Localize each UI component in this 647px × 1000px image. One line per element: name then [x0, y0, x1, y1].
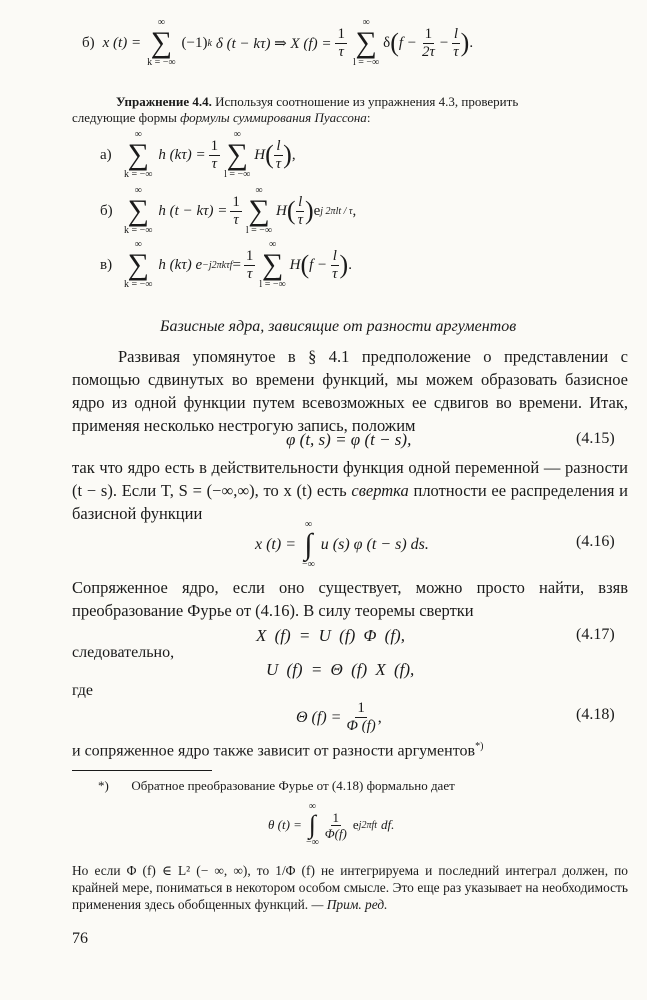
exercise-text-1: Используя соотношение из упражнения 4.3, проверить — [215, 94, 519, 109]
minus: − — [439, 34, 449, 51]
formula-b-top: б) x (t) = ∞ ∑ k = −∞ (−1) k δ (t − kτ) ⇒ X (f) = $\frac{1}{\tau}$ ∞ ∑ l = −∞ δ ( f − $\frac{1}{2\tau}$ − $\frac{l}{\tau}$ ) . — [82, 17, 474, 68]
integral-symbol: ∞ ∫ −∞ — [302, 519, 315, 570]
footnote-integral: ∞ ∫ −∞ — [305, 801, 319, 848]
paragraph-1: Развивая упомянутое в § 4.1 предположение о представлении с помощью сдвинутых во времени функций, мы можем образовать базисное ядро из одной функции путем всевозможных ее сдвигов во времени. Итак, применяя несколько нестрогую запись, положим — [72, 347, 628, 435]
equation-4-15-number: (4.15) — [576, 430, 615, 447]
equation-u: U (f) = Θ (f) X (f), — [266, 660, 415, 679]
section-heading: Базисные ядра, зависящие от разности аргументов — [160, 318, 517, 335]
paragraph-3: Сопряженное ядро, если оно существует, можно просто найти, взяв преобразование Фурье от (4.16). В силу теоремы свертки — [72, 578, 628, 620]
word-sledovatelno: следовательно, — [72, 644, 175, 661]
footnote-line-1 — [98, 778, 455, 794]
poisson-c-exp: −j2πkτf — [202, 259, 233, 271]
frac-1-tau — [335, 26, 347, 61]
footnote-eq-tail: df. — [381, 817, 395, 832]
poisson-c-label: в) — [100, 256, 113, 273]
poisson-a-lhs: h (kτ) = — [158, 146, 206, 163]
word-gde: где — [72, 682, 94, 699]
sum-symbol-2: ∞ ∑ l = −∞ — [352, 17, 380, 68]
eq418-frac: $\frac{1}{\Phi (f)}$ — [346, 700, 376, 734]
footnote-text-2 — [72, 862, 628, 913]
footnote-rule — [72, 770, 212, 771]
sum2-bottom: l = −∞ — [352, 57, 380, 68]
equation-4-18: Θ (f) = $\frac{1}{\Phi (f)}$ , — [296, 700, 382, 734]
footnote-ref: *) — [475, 741, 484, 752]
paragraph-2a: так что ядро есть в действительности функция одной переменной — разности (t − s). Если T, S = (−∞,∞), то x (t) есть — [72, 458, 628, 500]
term: (−1) — [181, 34, 208, 51]
frac-den: τ — [338, 43, 344, 60]
sum-top: ∞ — [157, 17, 165, 28]
exercise-text-2c: : — [366, 110, 371, 125]
frac-num: 1 — [337, 25, 345, 42]
term-power: k — [207, 37, 212, 49]
paragraph-2 — [72, 456, 628, 525]
eq416-body: u (s) φ (t − s) ds. — [320, 536, 429, 553]
poisson-b-exp: j 2πlt / τ — [320, 205, 353, 217]
footnote-frac: $\frac{1}{\Phi(f)}$ — [324, 809, 347, 841]
footnote-equation: θ (t) = ∞ ∫ −∞ $\frac{1}{\Phi(f)}$ e j2πft df. — [268, 801, 395, 848]
equation-4-15: φ (t, s) = φ (t − s), — [286, 430, 412, 449]
poisson-a-label: а) — [100, 146, 112, 163]
formula-label: б) — [82, 34, 95, 51]
poisson-a-rhs: H — [254, 146, 266, 163]
inner-f: f − — [398, 34, 417, 51]
poisson-c-lhs: h (kτ) e — [158, 256, 203, 273]
equation-4-17: X (f) = U (f) Φ (f), — [256, 626, 405, 645]
footnote-eq-lhs: θ (t) = — [268, 817, 302, 832]
sum-bottom: k = −∞ — [147, 57, 176, 68]
equation-4-16 — [255, 520, 429, 570]
poisson-a: а) ∞ ∑ k = −∞ h (kτ) = $\frac{1}{\tau}$ ∞ ∑ l = −∞ H ( $\frac{l}{\tau}$ ) , — [100, 129, 296, 180]
sum-l: ∞ ∑ l = −∞ — [224, 129, 251, 180]
paragraph-4 — [72, 741, 483, 760]
exercise-text-2a: следующие формы — [72, 110, 177, 125]
footnote-mark: *) — [98, 778, 109, 793]
end-dot: . — [469, 34, 474, 51]
poisson-b-rhs: H — [276, 202, 287, 219]
footnote-signature: — Прим. ред. — [311, 897, 388, 912]
exercise-line-2 — [72, 110, 370, 126]
poisson-b-label: б) — [100, 202, 113, 219]
frac-l-tau: $\frac{l}{\tau}$ — [453, 25, 459, 60]
paragraph-4-text: и сопряженное ядро также зависит от разности аргументов — [72, 742, 476, 760]
paragraph-2-italic: свертка — [351, 481, 409, 500]
equation-4-18-number: (4.18) — [576, 706, 615, 723]
poisson-b: б) ∞ ∑ k = −∞ h (t − kτ) = $\frac{1}{\tau}$ ∞ ∑ l = −∞ H ( $\frac{l}{\tau}$ ) e j 2πlt / τ , — [100, 185, 357, 236]
footnote-text: Обратное преобразование Фурье от (4.18) формально дает — [131, 778, 455, 793]
delta: δ — [383, 34, 391, 51]
footnote-eq-exp: j2πft — [358, 819, 378, 831]
sum-k: ∞ ∑ k = −∞ — [124, 129, 153, 180]
exercise-title: Упражнение 4.4. — [116, 94, 212, 109]
poisson-c: в) ∞ ∑ k = −∞ h (kτ) e −j2πkτf = $\frac{1}{\tau}$ ∞ ∑ l = −∞ H ( f − $\frac{l}{\tau}$ ) . — [100, 239, 352, 290]
sum-symbol: ∞ ∑ k = −∞ — [147, 17, 176, 68]
poisson-c-rhs: H — [289, 256, 301, 273]
equation-4-16-number: (4.16) — [576, 533, 615, 550]
page-number: 76 — [72, 930, 88, 947]
formula-lhs: x (t) = — [102, 34, 142, 51]
footnote-text-2-body: Но если Φ (f) ∈ L² (− ∞, ∞), то 1/Φ (f) не интегрируема и последний интеграл должен, по крайней мере, пониматься в некотором особом смысле. Это еще раз указывает на необходимость применения здесь обобщенных функций. — [72, 863, 628, 912]
paragraph-2b: плотности ее распределения и базисной функции — [72, 481, 629, 523]
eq418-lhs: Θ (f) = — [296, 708, 342, 726]
frac-1-2tau: $\frac{1}{2\tau}$ — [421, 25, 435, 60]
poisson-b-lhs: h (t − kτ) = — [158, 202, 228, 219]
exercise-line-1 — [116, 94, 518, 110]
eq416-lhs: x (t) = — [255, 536, 296, 553]
equation-4-17-number: (4.17) — [576, 626, 615, 643]
term-rest: δ (t − kτ) ⇒ X (f) = — [215, 35, 332, 52]
exercise-text-2b: формулы суммирования Пуассона — [180, 110, 367, 125]
